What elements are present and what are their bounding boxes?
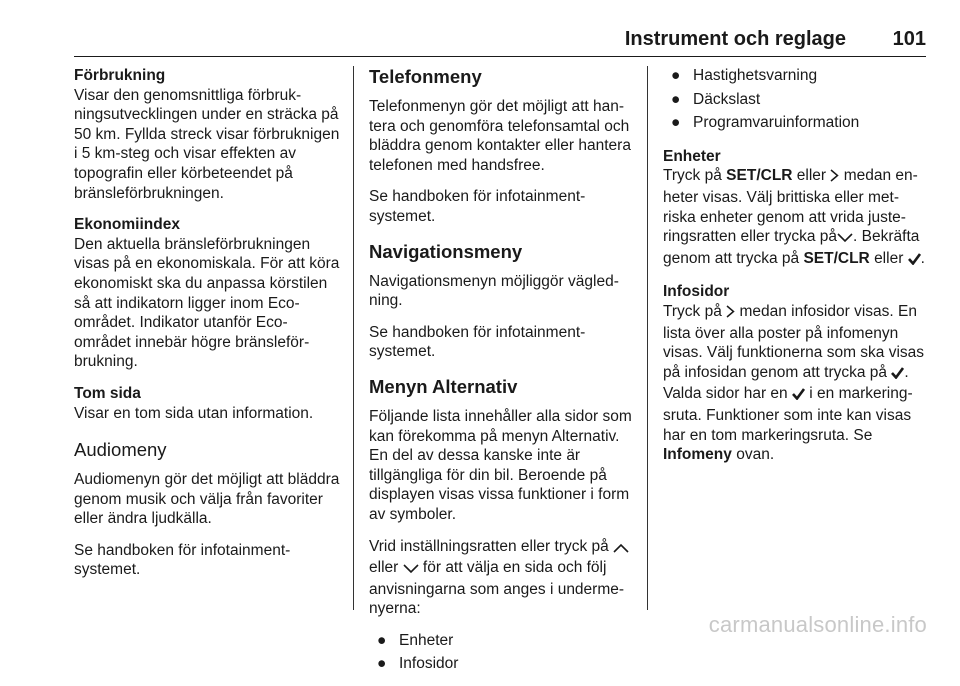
chevron-right-icon xyxy=(830,168,839,188)
paragraph: Audiomenyn gör det möjligt att bläddra genom musik och välja från favoriter eller ändra ljudkälla. xyxy=(74,471,340,528)
chevron-down-icon xyxy=(837,229,853,249)
options-list xyxy=(369,631,633,674)
section-heading: Audiomeny xyxy=(74,439,167,461)
chevron-down-icon xyxy=(403,560,419,580)
paragraph: Se handboken för infotainmentsystemet. xyxy=(74,541,291,579)
options-list xyxy=(663,66,926,133)
section-ekonomiindex xyxy=(74,215,342,372)
section-heading: Telefonmeny xyxy=(369,66,482,87)
section-heading: Navigationsmeny xyxy=(369,240,523,262)
bullet-icon: ● xyxy=(671,67,681,84)
subheading: Tom sida xyxy=(74,384,141,402)
section-forbrukning xyxy=(74,66,342,203)
set-clr-label: SET/CLR xyxy=(726,167,793,185)
bullet-icon: ● xyxy=(377,631,387,649)
list-item: ● Enheter xyxy=(377,631,454,649)
section-tom-sida xyxy=(74,384,342,423)
paragraph: Visar den genomsnittliga förbrukningsutvecklingen under en sträcka på 50 km. Fyllda streck visar förbruknigen i 5 km-steg och visar effekten av topografin eller körbeteendet på bränsleförbrukningen. xyxy=(74,86,340,202)
list-item: ● Hastighetsvarning xyxy=(671,67,818,84)
bullet-icon: ● xyxy=(671,114,681,132)
column-3 xyxy=(663,66,926,477)
subheading: Förbrukning xyxy=(74,67,166,84)
section-infosidor: Infosidor Tryck på medan infosidor visas. En lista över alla poster på infomenyn visas. Välj funktionerna som ska visas på infosidan genom att trycka på . Valda sidor har en i en markeringsruta. Funktioner som inte kan visas har en tom markeringsruta. Se Infomeny ovan. xyxy=(663,283,925,464)
chevron-right-icon xyxy=(726,304,735,324)
paragraph: Telefonmenyn gör det möjligt att hantera och genomföra telefonsamtal och bläddra genom kontakter eller hantera telefonen med handsfree. xyxy=(369,98,631,174)
subheading: Enheter xyxy=(663,147,721,165)
paragraph: Navigationsmenyn möjliggör vägledning. xyxy=(369,272,619,310)
paragraph: Följande lista innehåller alla sidor som kan förekomma på menyn Alternativ. En del av dessa kanske inte är tillgängliga för din bil. Beroende på displayen visas vissa funktioner i form av symboler. xyxy=(369,407,632,523)
page-header xyxy=(74,22,926,57)
checkmark-icon xyxy=(792,386,805,406)
list-item: ● Infosidor xyxy=(377,655,459,673)
list-item: ● Däckslast xyxy=(671,90,761,108)
paragraph: Visar en tom sida utan information. xyxy=(74,404,314,422)
column-divider xyxy=(647,66,648,610)
column-divider xyxy=(353,66,354,610)
list-item: ● Programvaruinformation xyxy=(671,114,860,132)
watermark: carmanualsonline.info xyxy=(708,612,927,637)
section-enheter: Enheter Tryck på SET/CLR eller medan enheter visas. Välj brittiska eller metriska enheter genom att vrida justeringsratten eller trycka på . Bekräfta genom att trycka på SET/CLR eller . xyxy=(663,147,926,271)
column-2 xyxy=(369,66,633,686)
page-number: 101 xyxy=(892,28,926,50)
checkmark-icon xyxy=(908,251,921,271)
subheading: Ekonomiindex xyxy=(74,216,180,234)
checkmark-icon xyxy=(891,365,904,385)
page-title: Instrument och reglage xyxy=(624,28,846,50)
column-1 xyxy=(74,66,342,592)
set-clr-label: SET/CLR xyxy=(803,249,870,267)
subheading: Infosidor xyxy=(663,283,730,301)
paragraph-instruction: Vrid inställningsratten eller tryck på eller för att välja en sida och följ anvisningarna som anges i undermenyerna: xyxy=(369,537,633,619)
bullet-icon: ● xyxy=(377,655,387,673)
paragraph: Se handboken för infotainmentsystemet. xyxy=(369,323,586,361)
bullet-icon: ● xyxy=(671,90,681,108)
paragraph: Se handboken för infotainmentsystemet. xyxy=(369,188,586,225)
section-heading: Menyn Alternativ xyxy=(369,375,518,397)
paragraph: Den aktuella bränsleförbrukningen visas på en ekonomiskala. För att köra ekonomiskt ska du anpassa körstilen så att indikatorn ligger inom Eco-området. Indikator utanför Eco-området innebär högre bränsleförbrukning. xyxy=(74,235,340,371)
chevron-up-icon xyxy=(613,539,629,559)
infomeny-reference: Infomeny xyxy=(663,446,732,464)
